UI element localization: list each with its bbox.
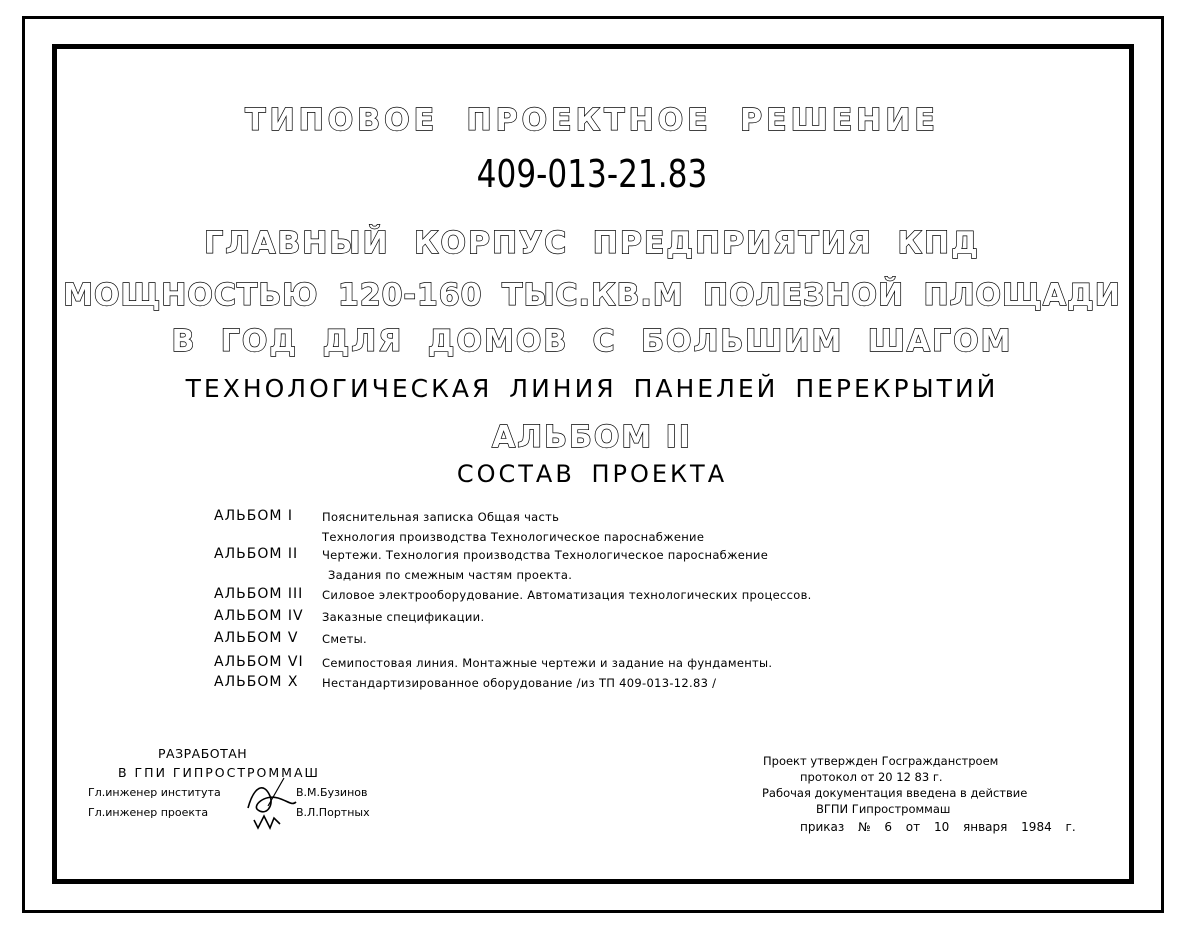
project-code: 409-013-21.83 [476,152,708,196]
approval-line-2: протокол от 20 12 83 г. [800,770,943,784]
album-description: Пояснительная записка Общая часть [322,510,560,524]
institute-engineer-name: В.М.Бузинов [296,786,368,799]
album-label: АЛЬБОМ V [214,630,299,646]
project-role: Гл.инженер проекта [88,806,209,819]
technology-line: ТЕХНОЛОГИЧЕСКАЯ ЛИНИЯ ПАНЕЛЕЙ ПЕРЕКРЫТИЙ [185,374,999,403]
approval-line-4: ВГПИ Гипростроммаш [816,802,951,816]
album-description-pre: Технология производства Технологическое пароснабжение [322,530,705,544]
project-engineer-name: В.Л.Портных [296,806,370,819]
album-description-post: Задания по смежным частям проекта. [328,568,573,582]
album-description: Заказные спецификации. [322,610,485,624]
document-title: ТИПОВОЕ ПРОЕКТНОЕ РЕШЕНИЕ [245,103,939,138]
album-heading: АЛЬБОМ II [492,420,692,455]
developer-org: В ГПИ ГИПРОСТРОММАШ [118,765,320,780]
album-label: АЛЬБОМ I [214,508,293,524]
album-label: АЛЬБОМ III [214,586,304,602]
album-description: Семипостовая линия. Монтажные чертежи и задание на фундаменты. [322,656,773,670]
album-description: Силовое электрооборудование. Автоматизация технологических процессов. [322,588,812,602]
signature-mark [244,776,302,832]
subject-line-3: В ГОД ДЛЯ ДОМОВ С БОЛЬШИМ ШАГОМ [171,324,1013,359]
album-label: АЛЬБОМ IV [214,608,304,624]
approval-line-1: Проект утвержден Госгражданстроем [763,754,999,768]
album-description: Нестандартизированное оборудование /из ТП 409-013-12.83 / [322,676,717,690]
developer-heading: РАЗРАБОТАН [158,746,248,761]
approval-line-5: приказ № 6 от 10 января 1984 г. [800,820,1076,834]
institute-role: Гл.инженер института [88,786,221,799]
subject-line-2: МОЩНОСТЬЮ 120-160 ТЫС.КВ.М ПОЛЕЗНОЙ ПЛОЩАДИ [63,278,1121,313]
album-label: АЛЬБОМ X [214,674,299,690]
album-description: Сметы. [322,632,368,646]
composition-heading: СОСТАВ ПРОЕКТА [456,460,728,488]
approval-line-3: Рабочая документация введена в действие [762,786,1028,800]
album-label: АЛЬБОМ VI [214,654,304,670]
album-label: АЛЬБОМ II [214,546,299,562]
subject-line-1: ГЛАВНЫЙ КОРПУС ПРЕДПРИЯТИЯ КПД [204,226,980,261]
album-description: Чертежи. Технология производства Технологическое пароснабжение [322,548,769,562]
